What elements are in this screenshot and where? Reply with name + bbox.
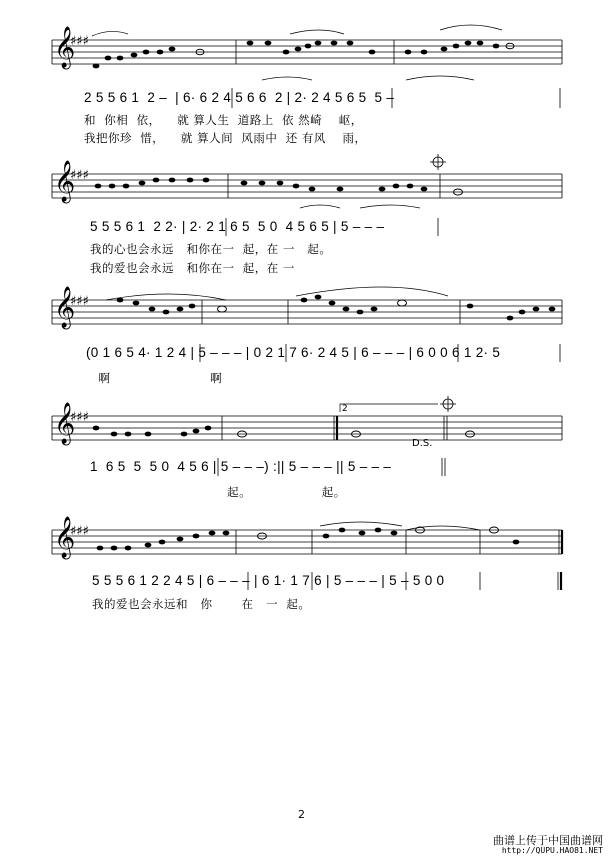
staff-system-3 [52, 300, 562, 324]
jianpu-line-1: 2 5 5 6 1 2 – | 6· 6 2 4 5 6 6 2 | 2· 2 4 5 6 5 5 – [84, 90, 395, 105]
lyric-line-5: 我的爱也会永远和 你 在 一 起。 [92, 597, 311, 611]
lyric-line-1a: 和 你相 依， 就 算人生 道路上 依 然崎 岖， [84, 113, 363, 127]
lyric-line-2b: 我的爱也会永远 和你在一 起，在 一 [90, 261, 295, 275]
ds-label: D.S. [412, 438, 433, 449]
lyric-line-4: 起。 起。 [90, 485, 346, 499]
treble-clef-icon: 𝄞 [54, 161, 76, 202]
staff-system-5 [52, 530, 562, 554]
watermark-text: 曲谱上传于中国曲谱网 [493, 834, 603, 847]
sharp-key-signature-icon: ♯♯♯ [70, 524, 89, 539]
watermark-url: http://QUPU.HAO81.NET [501, 846, 603, 855]
ending-label: 2 [342, 404, 348, 414]
jianpu-line-3: (0 1 6 5 4· 1 2 4 | 5 – – – | 0 2 1 7 6· 2 4 5 | 6 – – – | 6 0 0 6 1 2· 5 [86, 345, 501, 360]
page-number: 2 [298, 808, 305, 821]
treble-clef-icon: 𝄞 [54, 517, 76, 558]
coda-icon [430, 154, 456, 412]
jianpu-line-2: 5 5 5 6 1 2 2· | 2· 2 1 6 5 5 0 4 5 6 5 | 5 – – – [90, 219, 385, 234]
treble-clef-icon: 𝄞 [54, 27, 76, 68]
lyric-line-3: 啊 啊 [86, 371, 223, 385]
sharp-key-signature-icon: ♯♯♯ [70, 294, 89, 309]
staff-system-4 [52, 416, 562, 440]
jianpu-barlines [200, 88, 561, 590]
lyric-line-2a: 我的心也会永远 和你在一 起，在 一 起。 [90, 242, 332, 256]
jianpu-line-5: 5 5 5 6 1 2 2 4 5 | 6 – – – | 6 1· 1 7 6 | 5 – – – | 5 – 5 0 0 [92, 573, 445, 588]
jianpu-line-4: 1 6 5 5 5 0 4 5 6 | 5 – – –) :|| 5 – – – || 5 – – – [90, 459, 392, 474]
treble-clef-icon: 𝄞 [54, 287, 76, 328]
sharp-key-signature-icon: ♯♯♯ [70, 34, 89, 49]
treble-clef-icon: 𝄞 [54, 403, 76, 444]
sharp-key-signature-icon: ♯♯♯ [70, 410, 89, 425]
staff-system-1 [52, 40, 562, 64]
sharp-key-signature-icon: ♯♯♯ [70, 168, 89, 183]
lyric-line-1b: 我把你珍 惜， 就 算人间 风雨中 还 有风 雨， [84, 131, 367, 145]
volta-bracket [340, 404, 438, 412]
